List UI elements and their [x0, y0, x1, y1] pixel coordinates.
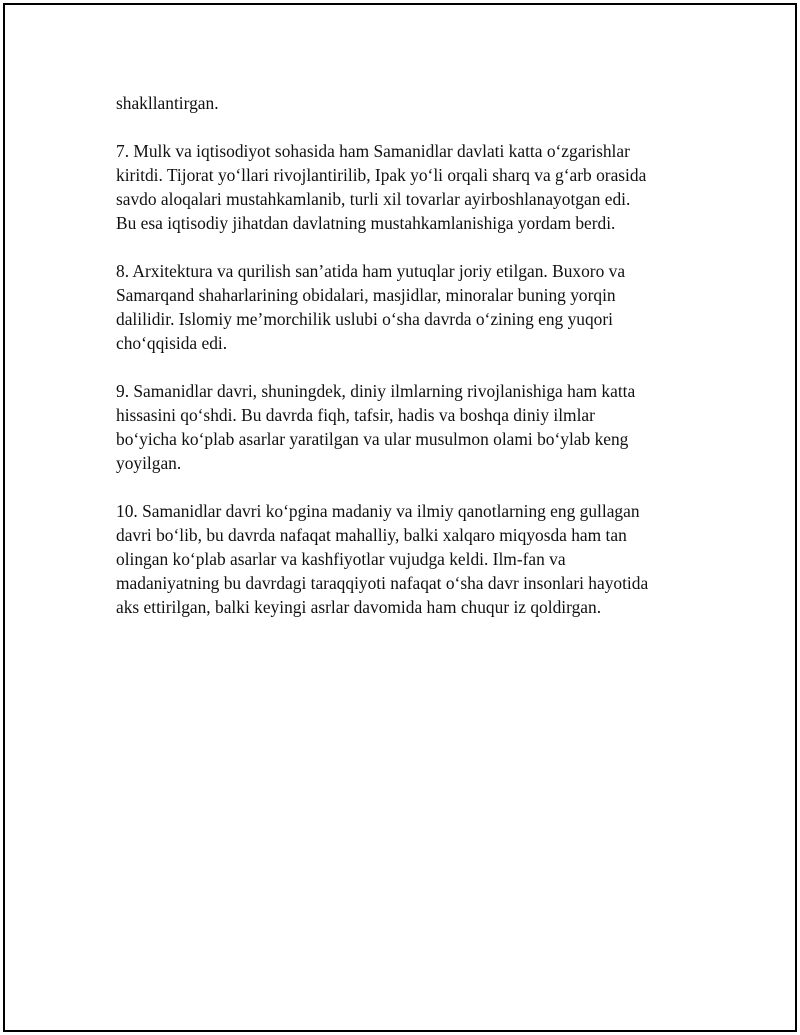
text-line: hissasini qo‘shdi. Bu davrda fiqh, tafsir, hadis va boshqa diniy ilmlar — [116, 405, 595, 425]
text-line: savdo aloqalari mustahkamlanib, turli xil tovarlar ayirboshlanayotgan edi. — [116, 189, 631, 209]
text-line: 10. Samanidlar davri ko‘pgina madaniy va ilmiy qanotlarning eng gullagan — [116, 501, 640, 521]
text-line: 7. Mulk va iqtisodiyot sohasida ham Samanidlar davlati katta o‘zgarishlar — [116, 141, 630, 161]
text-line: 8. Arxitektura va qurilish san’atida ham yutuqlar joriy etilgan. Buxoro va — [116, 261, 626, 281]
text-line: 9. Samanidlar davri, shuningdek, diniy ilmlarning rivojlanishiga ham katta — [116, 381, 636, 401]
document-body — [116, 91, 696, 643]
text-line: madaniyatning bu davrdagi taraqqiyoti nafaqat o‘sha davr insonlari hayotida — [116, 573, 649, 593]
text-line: Bu esa iqtisodiy jihatdan davlatning mustahkamlanishiga yordam berdi. — [116, 213, 616, 233]
text-line: olingan ko‘plab asarlar va kashfiyotlar vujudga keldi. Ilm-fan va — [116, 549, 566, 569]
text-line: cho‘qqisida edi. — [116, 333, 228, 353]
text-line: Samarqand shaharlarining obidalari, masjidlar, minoralar buning yorqin — [116, 285, 616, 305]
text-line: shakllantirgan. — [116, 93, 219, 113]
paragraph-item-10 — [116, 499, 696, 619]
text-line: kiritdi. Tijorat yo‘llari rivojlantirilib, Ipak yo‘li orqali sharq va g‘arb orasida — [116, 165, 647, 185]
text-line: yoyilgan. — [116, 453, 182, 473]
text-line: bo‘yicha ko‘plab asarlar yaratilgan va ular musulmon olami bo‘ylab keng — [116, 429, 629, 449]
text-line: dalilidir. Islomiy me’morchilik uslubi o‘sha davrda o‘zining eng yuqori — [116, 309, 613, 329]
paragraph-continuation — [116, 91, 696, 115]
text-line: davri bo‘lib, bu davrda nafaqat mahalliy, balki xalqaro miqyosda ham tan — [116, 525, 627, 545]
text-line: aks ettirilgan, balki keyingi asrlar davomida ham chuqur iz qoldirgan. — [116, 597, 602, 617]
paragraph-item-8 — [116, 259, 696, 355]
paragraph-item-9 — [116, 379, 696, 475]
paragraph-item-7 — [116, 139, 696, 235]
